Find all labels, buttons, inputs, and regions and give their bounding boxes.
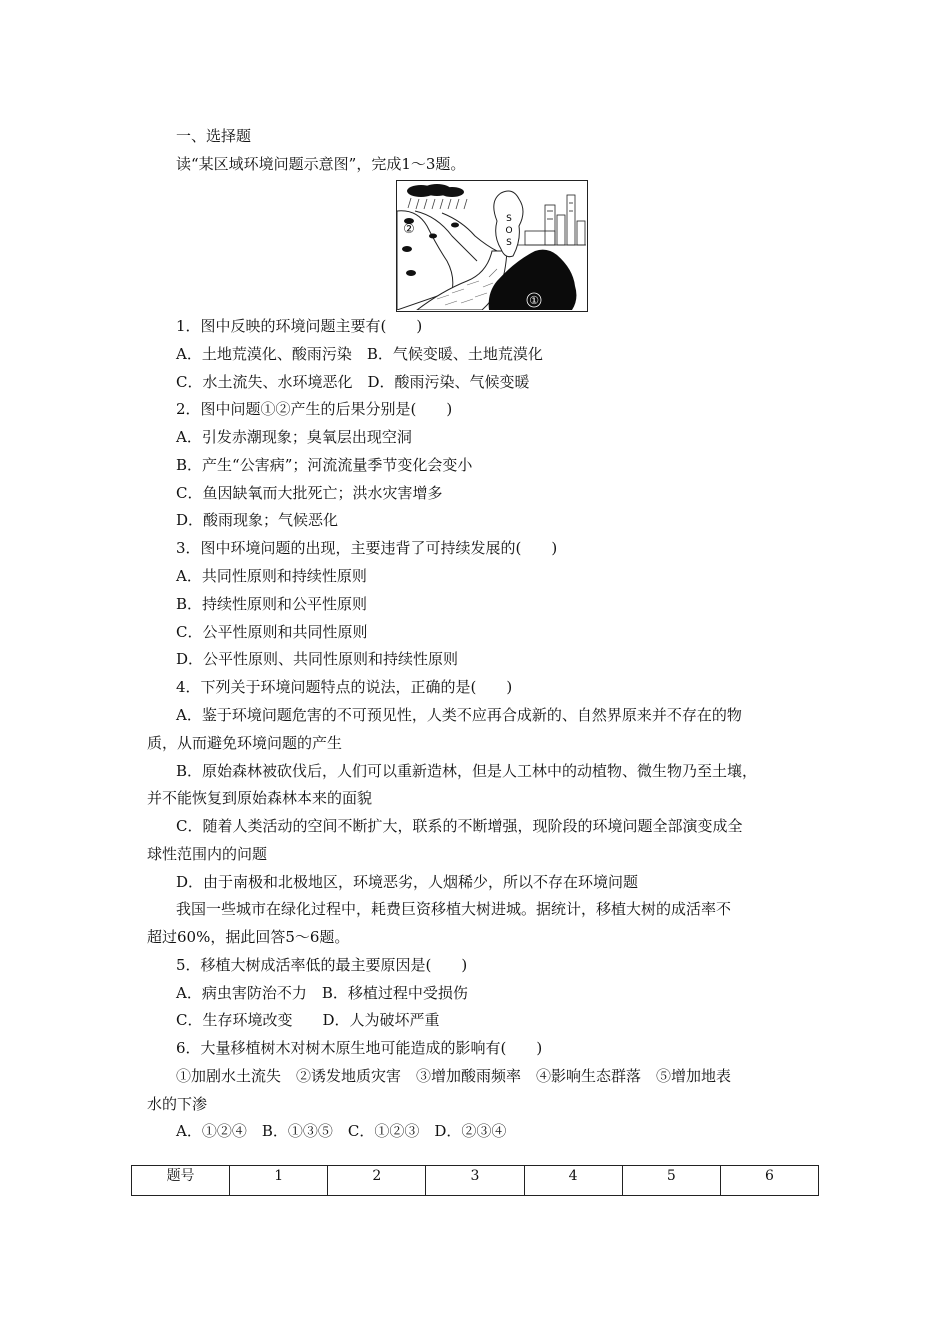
q1-options-ab: A．土地荒漠化、酸雨污染 B．气候变暖、土地荒漠化: [176, 345, 543, 363]
q3-option-c: C．公平性原则和共同性原则: [176, 623, 368, 641]
q4-option-b-continued: 并不能恢复到原始森林本来的面貌: [147, 789, 373, 807]
q4-option-a: A．鉴于环境问题危害的不可预见性，人类不应再合成新的、自然界原来并不存在的物: [176, 706, 742, 724]
q4-option-b: B．原始森林被砍伐后，人们可以重新造林，但是人工林中的动植物、微生物乃至土壤，: [176, 762, 758, 780]
q3-stem: 3．图中环境问题的出现，主要违背了可持续发展的( ): [176, 539, 558, 557]
q4-option-d: D．由于南极和北极地区，环境恶劣，人烟稀少，所以不存在环境问题: [176, 873, 639, 891]
q2-option-a: A．引发赤潮现象；臭氧层出现空洞: [176, 428, 412, 446]
sos-letter: S: [506, 238, 512, 248]
environment-problem-diagram: [396, 180, 588, 312]
q3-option-a: A．共同性原则和持续性原则: [176, 567, 367, 585]
q4-stem: 4．下列关于环境问题特点的说法，正确的是( ): [176, 678, 513, 696]
q6-options: A．①②④ B．①③⑤ C．①②③ D．②③④: [176, 1122, 507, 1140]
q2-stem: 2．图中问题①②产生的后果分别是( ): [176, 400, 453, 418]
marker-2: ②: [403, 222, 415, 237]
sos-letter: O: [505, 226, 513, 236]
q2-option-d: D．酸雨现象；气候恶化: [176, 511, 339, 529]
q4-option-a-continued: 质，从而避免环境问题的产生: [147, 734, 343, 752]
factory-icon: [517, 195, 586, 245]
answer-cell-2[interactable]: 2: [328, 1166, 426, 1196]
q6-items: ①加剧水土流失 ②诱发地质灾害 ③增加酸雨频率 ④影响生态群落 ⑤增加地表: [176, 1067, 732, 1085]
intro-questions-1-3: 读“某区域环境问题示意图”，完成1～3题。: [176, 155, 466, 173]
answer-cell-6[interactable]: 6: [720, 1166, 818, 1196]
q5-options-ab: A．病虫害防治不力 B．移植过程中受损伤: [176, 984, 468, 1002]
answer-cell-3[interactable]: 3: [426, 1166, 524, 1196]
sos-letter: S: [506, 214, 512, 224]
rain-icon: [408, 198, 467, 209]
storm-cloud-icon: [407, 184, 464, 197]
intro-questions-5-6: 我国一些城市在绿化过程中，耗费巨资移植大树进城。据统计，移植大树的成活率不: [176, 900, 732, 918]
q3-option-d: D．公平性原则、共同性原则和持续性原则: [176, 650, 459, 668]
q4-option-c-continued: 球性范围内的问题: [147, 845, 268, 863]
q4-option-c: C．随着人类活动的空间不断扩大，联系的不断增强，现阶段的环境问题全部演变成全: [176, 817, 743, 835]
q2-option-c: C．鱼因缺氧而大批死亡；洪水灾害增多: [176, 484, 443, 502]
answer-table-row: [132, 1166, 819, 1196]
q1-options-cd: C．水土流失、水环境恶化 D．酸雨污染、气候变暖: [176, 373, 530, 391]
q6-items-continued: 水的下渗: [147, 1095, 208, 1113]
answer-cell-5[interactable]: 5: [622, 1166, 720, 1196]
answer-table: [131, 1165, 819, 1196]
q6-stem: 6．大量移植树木对树木原生地可能造成的影响有( ): [176, 1039, 543, 1057]
q5-stem: 5．移植大树成活率低的最主要原因是( ): [176, 956, 468, 974]
marker-1: ①: [529, 294, 539, 307]
intro-questions-5-6-continued: 超过60%，据此回答5～6题。: [147, 928, 350, 946]
q1-stem: 1．图中反映的环境问题主要有( ): [176, 317, 423, 335]
q5-options-cd: C．生存环境改变 D．人为破坏严重: [176, 1011, 440, 1029]
answer-cell-4[interactable]: 4: [524, 1166, 622, 1196]
q2-option-b: B．产生“公害病”；河流流量季节变化会变小: [176, 456, 473, 474]
answer-table-header: 题号: [132, 1166, 230, 1196]
answer-cell-1[interactable]: 1: [230, 1166, 328, 1196]
section-title: 一、选择题: [176, 127, 252, 145]
q3-option-b: B．持续性原则和公平性原则: [176, 595, 368, 613]
